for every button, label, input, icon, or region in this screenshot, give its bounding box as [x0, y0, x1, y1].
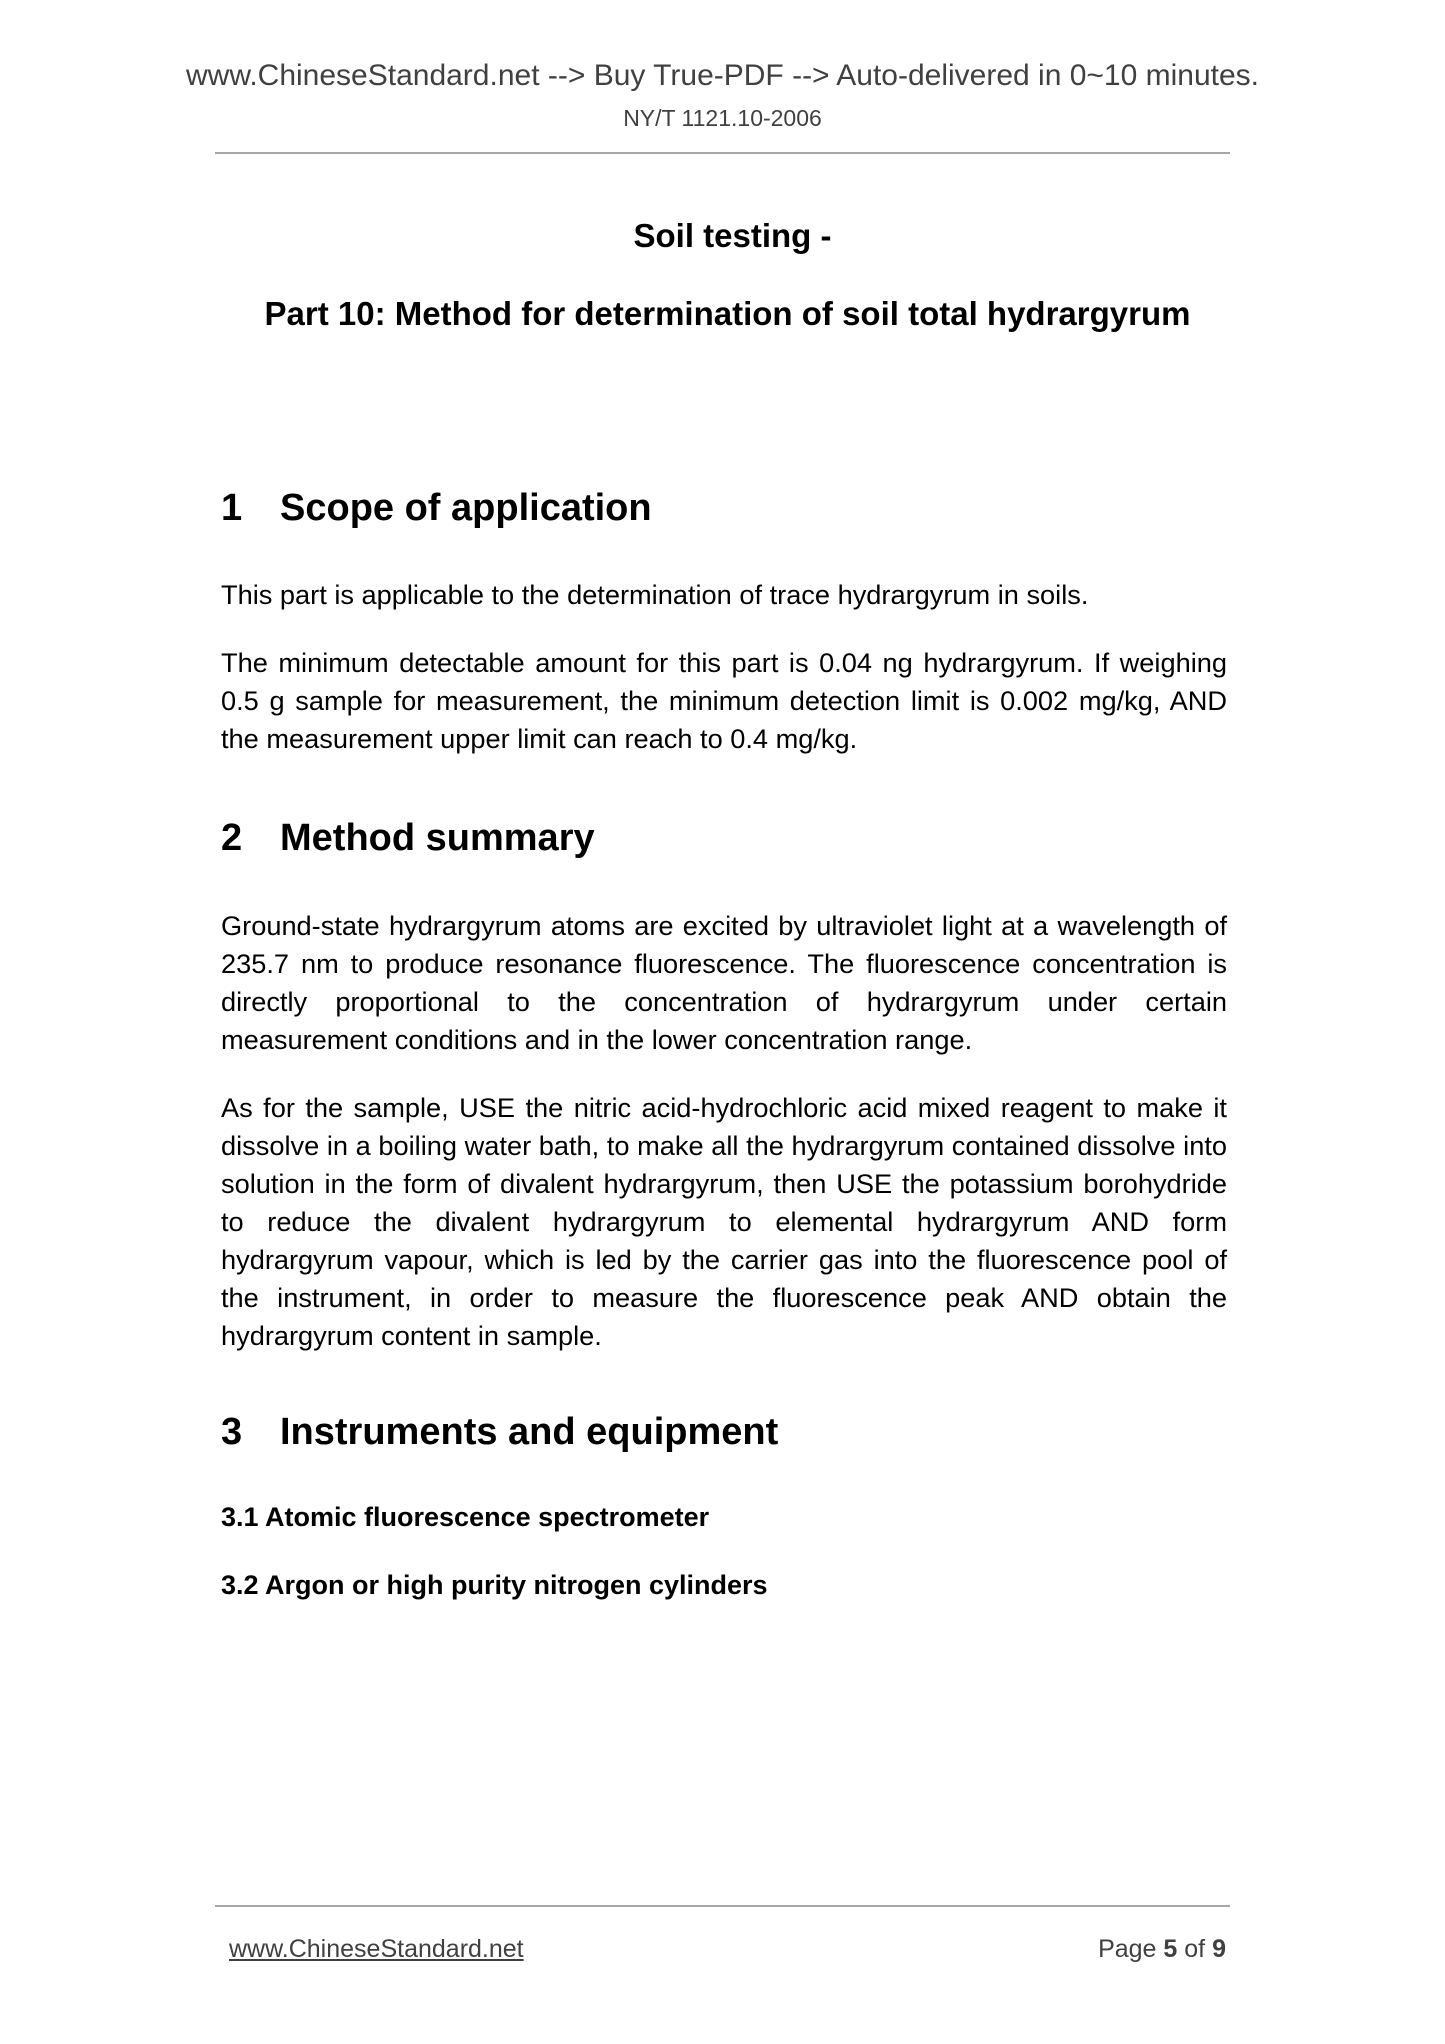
section-heading-1 — [221, 486, 652, 530]
footer-divider — [215, 1905, 1230, 1907]
section-title: Scope of application — [280, 487, 652, 529]
section-number: 3 — [221, 1411, 243, 1453]
document-title: Soil testing - — [633, 217, 832, 254]
standard-code: NY/T 1121.10-2006 — [623, 105, 822, 131]
header-divider — [215, 152, 1230, 154]
subsection-heading-3-2: 3.2 Argon or high purity nitrogen cylinders — [221, 1570, 768, 1600]
paragraph: This part is applicable to the determination of trace hydrargyrum in soils. — [221, 579, 1089, 610]
section-heading-2 — [221, 816, 595, 860]
page-of: of — [1184, 1935, 1206, 1963]
total-pages: 9 — [1212, 1935, 1226, 1963]
paragraph: The minimum detectable amount for this part is 0.04 ng hydrargyrum. If weighing 0.5 g sample for measurement, the minimum detection limit is 0.002 mg/kg, AND the measurement upper limit can reach to 0.4 mg/kg. — [221, 647, 1227, 754]
page-prefix: Page — [1098, 1935, 1157, 1963]
header-banner: www.ChineseStandard.net --> Buy True-PDF --> Auto-delivered in 0~10 minutes. — [185, 59, 1260, 92]
section-title: Method summary — [280, 817, 595, 859]
paragraph: Ground-state hydrargyrum atoms are excited by ultraviolet light at a wavelength of 235.7 nm to produce resonance fluorescence. The fluorescence concentration is directly proportional to the concentration of hydrargyrum under certain measurement conditions and in the lower concentration range. — [221, 910, 1227, 1055]
document-subtitle: Part 10: Method for determination of soil total hydrargyrum — [264, 295, 1191, 332]
current-page: 5 — [1163, 1935, 1178, 1963]
section-number: 1 — [221, 487, 243, 529]
subsection-heading-3-1: 3.1 Atomic fluorescence spectrometer — [221, 1502, 710, 1532]
section-heading-3 — [221, 1410, 778, 1454]
footer-website-link[interactable]: www.ChineseStandard.net — [229, 1935, 524, 1963]
paragraph: As for the sample, USE the nitric acid-hydrochloric acid mixed reagent to make it dissolve in a boiling water bath, to make all the hydrargyrum contained dissolve into solution in the form of divalent hydrargyrum, then USE the potassium borohydride to reduce the divalent hydrargyrum to elemental hydrargyrum AND form hydrargyrum vapour, which is led by the carrier gas into the fluorescence pool of the instrument, in order to measure the fluorescence peak AND obtain the hydrargyrum content in sample. — [221, 1092, 1227, 1351]
section-number: 2 — [221, 817, 243, 859]
section-title: Instruments and equipment — [280, 1411, 779, 1453]
page-indicator — [1098, 1934, 1226, 1964]
